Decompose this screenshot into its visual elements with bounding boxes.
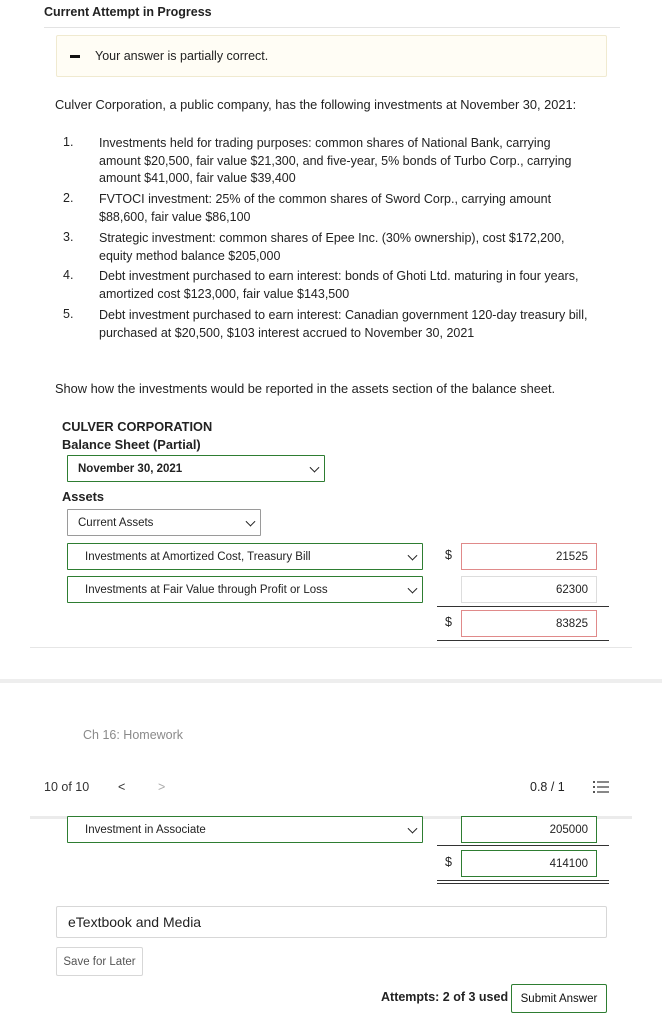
account-select[interactable]: Investments at Amortized Cost, Treasury Bill <box>67 543 423 570</box>
list-item-number: 3. <box>63 230 74 244</box>
chapter-title: Ch 16: Homework <box>83 728 184 742</box>
total-input[interactable]: 414100 <box>461 850 597 877</box>
section-band <box>0 679 662 683</box>
assets-heading: Assets <box>62 489 104 504</box>
currency-symbol: $ <box>445 855 452 869</box>
amount-input[interactable]: 205000 <box>461 816 597 843</box>
header-divider <box>44 27 620 28</box>
chevron-down-icon <box>246 516 256 526</box>
statement-title: Balance Sheet (Partial) <box>62 437 201 452</box>
section-select[interactable]: Current Assets <box>67 509 261 536</box>
list-item: Debt investment purchased to earn interest: bonds of Ghoti Ltd. maturing in four years, amortized cost $123,000, fair value $143,500 <box>99 269 579 301</box>
instruction-text: Show how the investments would be reported in the assets section of the balance sheet. <box>55 381 556 396</box>
list-icon[interactable] <box>593 780 609 794</box>
feedback-banner <box>56 35 607 77</box>
currency-symbol: $ <box>445 548 452 562</box>
etextbook-button[interactable]: eTextbook and Media <box>56 906 607 938</box>
account-select[interactable]: Investments at Fair Value through Profit or Loss <box>67 576 423 603</box>
subtotal-underline <box>437 640 609 641</box>
chevron-down-icon <box>310 462 320 472</box>
date-select[interactable]: November 30, 2021 <box>67 455 325 482</box>
problem-intro: Culver Corporation, a public company, has the following investments at November 30, 2021: <box>55 97 577 112</box>
list-item: Debt investment purchased to earn interest: Canadian government 120-day treasury bill, purchased at $20,500, $103 interest accrued to November 30, 2021 <box>99 308 588 340</box>
score-display: 0.8 / 1 <box>530 780 565 794</box>
total-double-underline <box>437 883 609 884</box>
account-select[interactable]: Investment in Associate <box>67 816 423 843</box>
list-item: Investments held for trading purposes: common shares of National Bank, carrying amount $20,500, fair value $21,300, and five-year, 5% bonds of Turbo Corp., carrying amount $41,000, fair value $39,400 <box>99 136 572 185</box>
save-for-later-button[interactable]: Save for Later <box>56 947 143 976</box>
list-item: FVTOCI investment: 25% of the common shares of Sword Corp., carrying amount $88,600, fair value $86,100 <box>99 192 552 224</box>
submit-answer-button[interactable]: Submit Answer <box>511 984 607 1013</box>
list-item-number: 5. <box>63 307 74 321</box>
minus-icon <box>70 55 80 58</box>
list-item-number: 1. <box>63 135 74 149</box>
list-item-number: 2. <box>63 191 74 205</box>
attempts-counter: Attempts: 2 of 3 used <box>381 990 509 1004</box>
chevron-down-icon <box>408 583 418 593</box>
amount-input[interactable]: 21525 <box>461 543 597 570</box>
chevron-down-icon <box>408 550 418 560</box>
subtotal-input[interactable]: 83825 <box>461 610 597 637</box>
list-item-number: 4. <box>63 268 74 282</box>
currency-symbol: $ <box>445 615 452 629</box>
total-underline <box>437 845 609 846</box>
chevron-down-icon <box>408 823 418 833</box>
prev-question-button[interactable]: < <box>118 780 126 794</box>
feedback-message: Your answer is partially correct. <box>95 49 269 63</box>
amount-input[interactable]: 62300 <box>461 576 597 603</box>
subtotal-underline <box>437 606 609 607</box>
company-name: CULVER CORPORATION <box>62 419 213 434</box>
section-divider <box>30 647 632 648</box>
question-pager: 10 of 10 <box>44 780 90 794</box>
total-underline <box>437 880 609 881</box>
list-item: Strategic investment: common shares of Epee Inc. (30% ownership), cost $172,200, equity method balance $205,000 <box>99 231 565 263</box>
next-question-button[interactable]: > <box>158 780 166 794</box>
page-title: Current Attempt in Progress <box>44 5 212 19</box>
